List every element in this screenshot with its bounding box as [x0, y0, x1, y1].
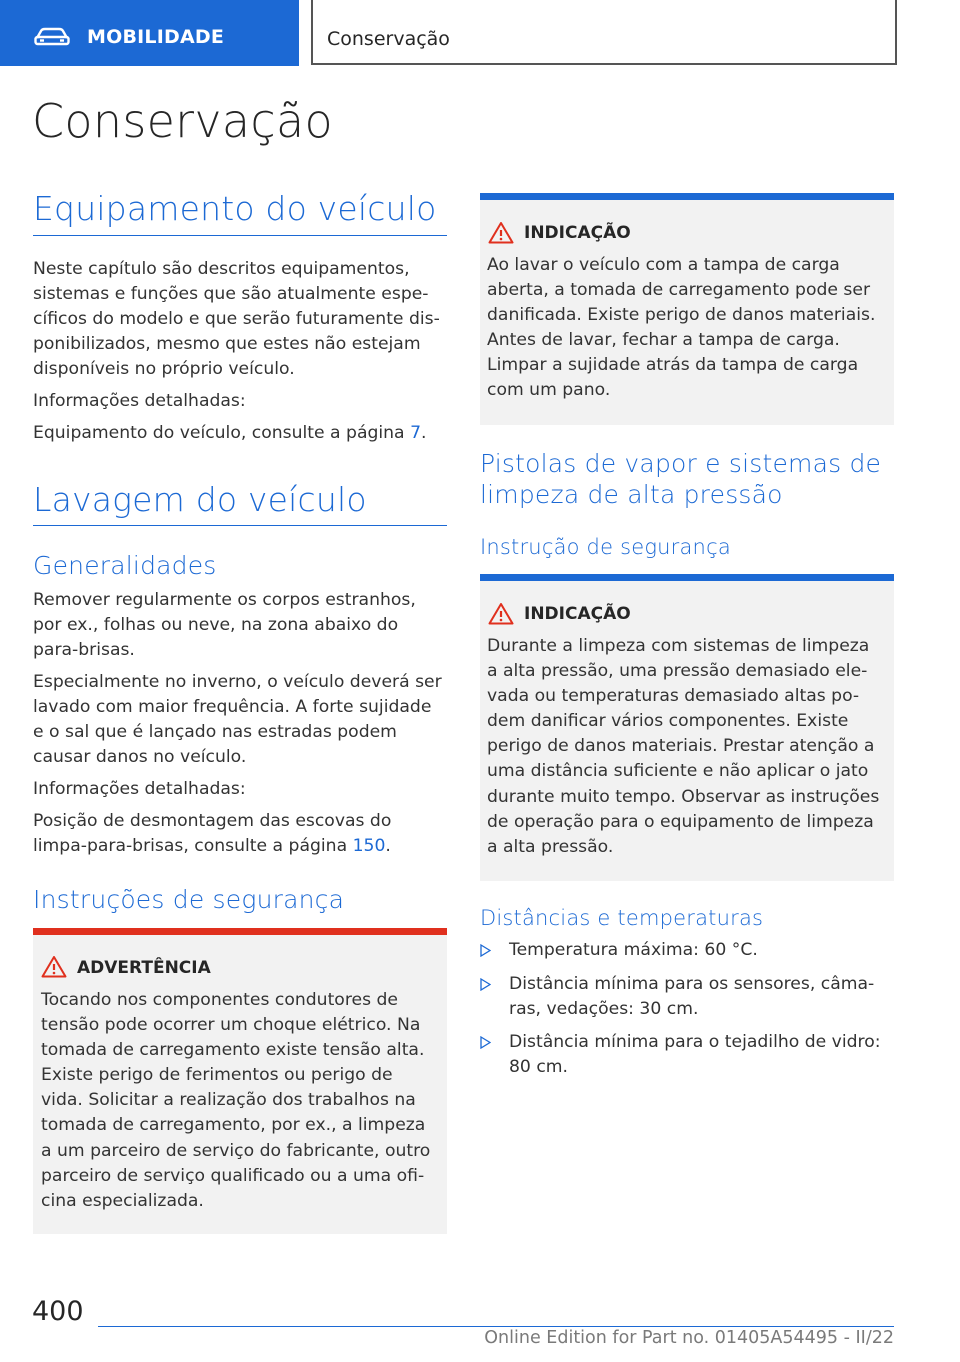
paragraph-line: por ex., folhas ou neve, na zona abaixo do	[33, 615, 399, 635]
notice-bar	[480, 574, 894, 581]
notice-line: a alta pressão, uma pressão demasiado ele-	[487, 661, 868, 682]
heading-distancias: Distâncias e temperaturas	[480, 906, 764, 930]
warning-text	[41, 988, 451, 1214]
heading-line: Pistolas de vapor e sistemas de	[480, 449, 882, 478]
chapter-label: Conservação	[327, 28, 450, 50]
notice-box-charging	[480, 193, 894, 425]
notice-line: Ao lavar o veículo com a tampa de carga	[487, 255, 840, 275]
list-item-text	[509, 972, 889, 1022]
notice-line: perigo de danos materiais. Prestar atenção a	[487, 736, 875, 757]
list-line: ras, vedações: 30 cm.	[509, 999, 699, 1019]
paragraph-line: disponíveis no próprio veículo.	[33, 359, 295, 379]
paragraph-reference	[33, 809, 453, 859]
paragraph-intro	[33, 257, 453, 382]
paragraph-line: Especialmente no inverno, o veículo deverá ser	[33, 672, 442, 692]
list-item	[480, 1030, 895, 1080]
paragraph-info-label: Informações detalhadas:	[33, 779, 246, 799]
warning-line: parceiro de serviço qualificado ou a uma ofi-	[41, 1165, 425, 1186]
footer-rule	[98, 1326, 894, 1327]
notice-line: Antes de lavar, fechar a tampa de carga.	[487, 330, 840, 351]
list-line: Temperatura máxima: 60 °C.	[509, 940, 758, 960]
car-icon	[34, 27, 70, 47]
warning-bar	[33, 928, 447, 935]
list-item-text	[509, 938, 889, 963]
reference-text: limpa-para-brisas, consulte a página	[33, 836, 353, 856]
notice-line: Limpar a sujidade atrás da tampa de carga	[487, 355, 859, 376]
list-item	[480, 972, 895, 1022]
notice-line: danificada. Existe perigo de danos materiais.	[487, 305, 876, 326]
section-label: MOBILIDADE	[87, 26, 225, 48]
warning-line: a um parceiro de serviço do fabricante, outro	[41, 1140, 431, 1161]
warning-line: vida. Solicitar a realização dos trabalhos na	[41, 1090, 416, 1111]
notice-title: INDICAÇÃO	[524, 604, 631, 624]
heading-rule	[33, 525, 447, 526]
page-link-7[interactable]: 7	[410, 423, 421, 443]
paragraph-line: causar danos no veículo.	[33, 747, 247, 767]
heading-line: limpeza de alta pressão	[480, 480, 783, 509]
list-line: Distância mínima para o tejadilho de vidro:	[509, 1032, 881, 1052]
heading-instrucoes: Instruções de segurança	[33, 885, 345, 914]
warning-line: tomada de carregamento, por ex., a limpeza	[41, 1115, 426, 1136]
paragraph-line: Remover regularmente os corpos estranhos,	[33, 590, 416, 610]
heading-rule	[33, 235, 447, 236]
notice-line: Durante a limpeza com sistemas de limpeza	[487, 636, 870, 656]
notice-line: dem danificar vários componentes. Existe	[487, 711, 849, 732]
list-item-text	[509, 1030, 889, 1080]
heading-pistolas	[480, 448, 881, 510]
notice-line: aberta, a tomada de carregamento pode ser	[487, 280, 871, 301]
bullet-triangle-icon	[480, 944, 491, 957]
paragraph-line: lavado com maior frequência. A forte sujidade	[33, 697, 432, 717]
warning-line: Existe perigo de ferimentos ou perigo de	[41, 1065, 393, 1086]
notice-bar	[480, 193, 894, 200]
paragraph-info-label: Informações detalhadas:	[33, 391, 246, 411]
section-tab	[0, 0, 299, 66]
paragraph-line: e o sal que é lançado nas estradas podem	[33, 722, 397, 742]
warning-line: tensão pode ocorrer um choque elétrico. Na	[41, 1015, 421, 1036]
reference-end: .	[385, 836, 391, 856]
notice-line: durante muito tempo. Observar as instruções	[487, 786, 880, 807]
notice-line: a alta pressão.	[487, 836, 614, 857]
heading-lavagem: Lavagem do veículo	[33, 480, 367, 519]
paragraph-line: Neste capítulo são descritos equipamentos,	[33, 259, 410, 279]
notice-text	[487, 634, 897, 860]
page-link-150[interactable]: 150	[352, 836, 386, 856]
warning-triangle-icon	[488, 602, 514, 625]
warning-triangle-icon	[488, 221, 514, 244]
warning-line: cina especializada.	[41, 1190, 204, 1211]
bullet-triangle-icon	[480, 978, 491, 991]
paragraph-line: para-brisas.	[33, 640, 135, 660]
paragraph-line: Posição de desmontagem das escovas do	[33, 811, 392, 831]
heading-instrucao: Instrução de segurança	[480, 535, 731, 559]
edition-note: Online Edition for Part no. 01405A54495 - II/22	[484, 1328, 894, 1348]
paragraph-line: sistemas e funções que são atualmente espe-	[33, 284, 429, 304]
warning-triangle-icon	[41, 955, 67, 978]
warning-line: tomada de carregamento existe tensão alta.	[41, 1040, 425, 1061]
paragraph-line	[33, 834, 453, 859]
notice-text	[487, 253, 897, 404]
list-item	[480, 938, 895, 963]
paragraph-line: cíficos do modelo e que serão futuramente dis-	[33, 309, 440, 329]
reference-end: .	[421, 423, 427, 443]
notice-line: com um pano.	[487, 380, 611, 401]
heading-equipamento: Equipamento do veículo	[33, 189, 437, 228]
bullet-triangle-icon	[480, 1036, 491, 1049]
notice-title: INDICAÇÃO	[524, 223, 631, 243]
paragraph-reference	[33, 421, 426, 446]
chapter-tab	[311, 0, 897, 65]
list-line: Distância mínima para os sensores, câma-	[509, 974, 875, 994]
notice-box-pressure	[480, 574, 894, 881]
warning-title: ADVERTÊNCIA	[77, 958, 211, 978]
paragraph-line: ponibilizados, mesmo que estes não estejam	[33, 334, 421, 354]
notice-line: uma distância suficiente e não aplicar o jato	[487, 761, 869, 782]
reference-text: Equipamento do veículo, consulte a página	[33, 423, 411, 443]
notice-line: de operação para o equipamento de limpeza	[487, 811, 874, 832]
paragraph-generalidades-2	[33, 670, 453, 770]
heading-generalidades: Generalidades	[33, 551, 217, 580]
warning-line: Tocando nos componentes condutores de	[41, 990, 398, 1010]
page-number: 400	[32, 1296, 84, 1327]
paragraph-generalidades-1	[33, 588, 453, 663]
page-title: Conservação	[32, 94, 333, 148]
notice-line: vada ou temperaturas demasiado altas po-	[487, 686, 860, 707]
warning-box	[33, 928, 447, 1234]
list-line: 80 cm.	[509, 1057, 568, 1077]
